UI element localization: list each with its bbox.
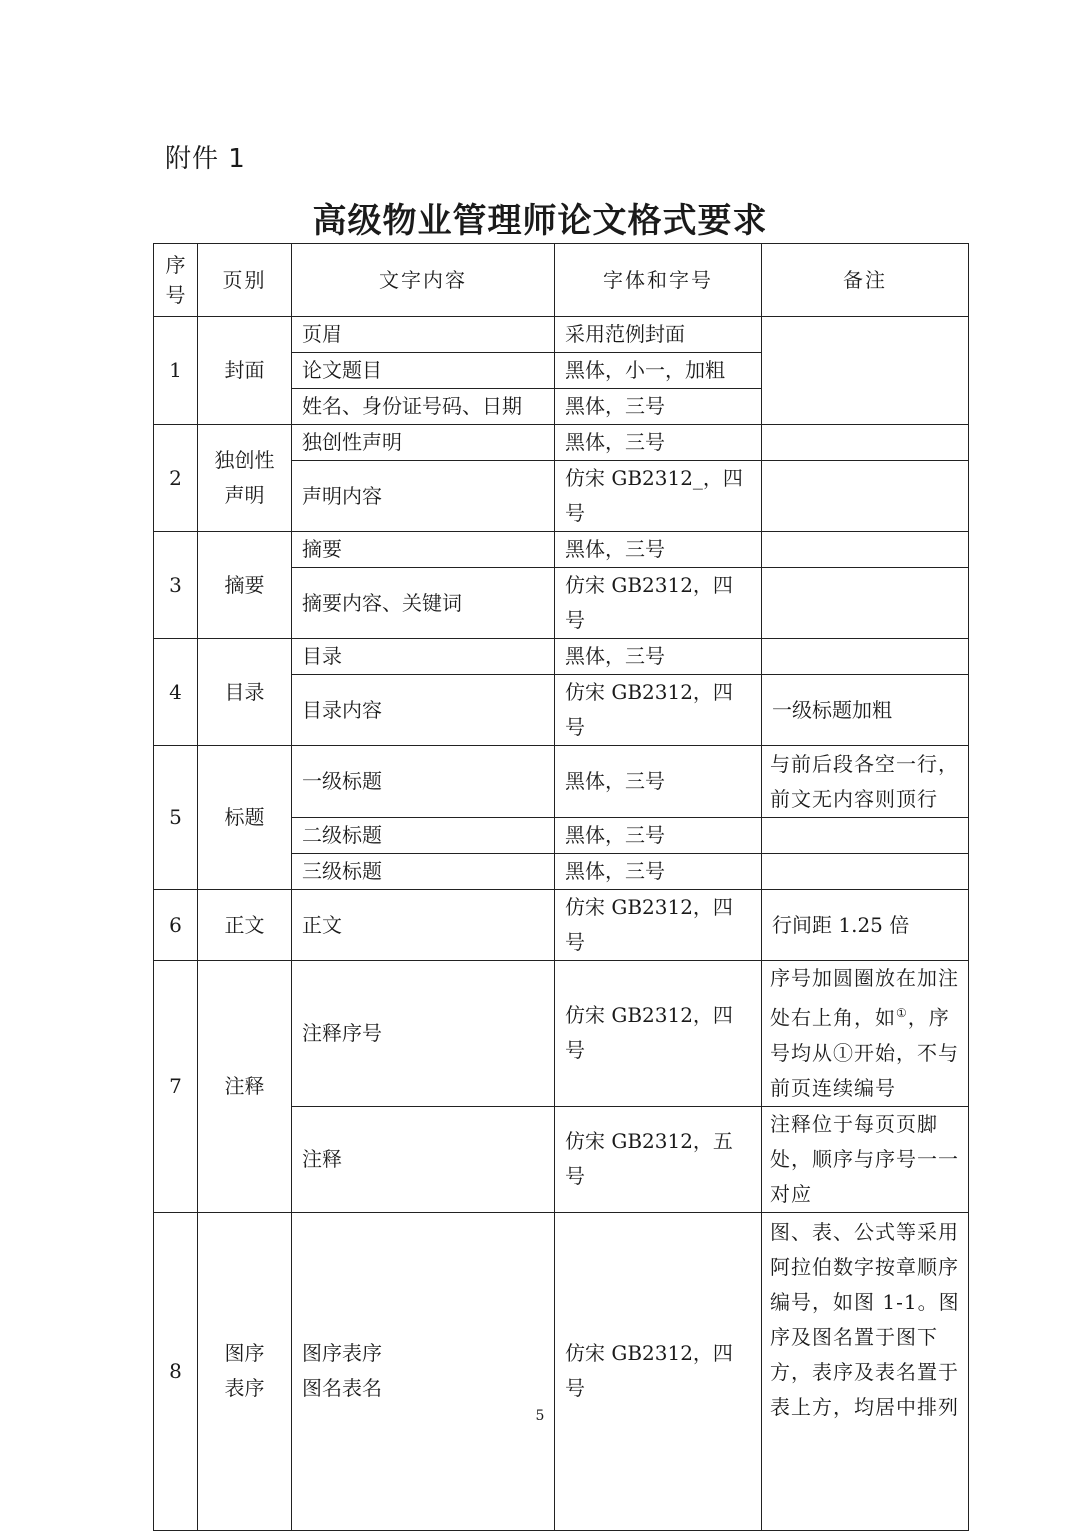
table-row <box>154 425 969 461</box>
notes-cell: 一级标题加粗 <box>762 675 969 746</box>
attachment-label: 附件 1 <box>165 144 246 174</box>
notes-cell <box>762 961 969 1107</box>
row-section: 独创性 声明 <box>198 425 292 532</box>
content-cell: 独创性声明 <box>292 425 555 461</box>
table-row <box>154 532 969 568</box>
table-header-row <box>154 244 969 317</box>
content-cell: 摘要内容、关键词 <box>292 568 555 639</box>
font-cell: 黑体，三号 <box>555 818 762 854</box>
notes-cell <box>762 639 969 675</box>
row-number: 8 <box>154 1212 198 1530</box>
content-cell: 图序表序 图名表名 <box>292 1212 555 1530</box>
table-row <box>154 317 969 353</box>
font-cell: 仿宋 GB2312_，四号 <box>555 461 762 532</box>
row-number: 4 <box>154 639 198 746</box>
row-section: 摘要 <box>198 532 292 639</box>
table-row <box>154 1212 969 1530</box>
notes-text: 序号加圆圈放在加注处右上角，如 <box>770 966 959 1030</box>
header-notes: 备注 <box>762 244 969 317</box>
format-requirements-table <box>153 243 969 1531</box>
font-cell: 仿宋 GB2312，四号 <box>555 1212 762 1530</box>
font-cell: 黑体，三号 <box>555 854 762 890</box>
font-cell: 黑体，小一，加粗 <box>555 353 762 389</box>
content-cell: 目录内容 <box>292 675 555 746</box>
header-number-line2: 号 <box>165 283 186 307</box>
notes-cell <box>762 317 969 425</box>
content-cell: 摘要 <box>292 532 555 568</box>
content-cell: 姓名、身份证号码、日期 <box>292 389 555 425</box>
notes-cell: 与前后段各空一行，前文无内容则顶行 <box>762 746 969 818</box>
header-number <box>154 244 198 317</box>
header-number-line1: 序 <box>165 253 186 277</box>
row-number: 3 <box>154 532 198 639</box>
content-cell: 一级标题 <box>292 746 555 818</box>
font-cell: 仿宋 GB2312，五号 <box>555 1106 762 1212</box>
notes-cell: 注释位于每页页脚处，顺序与序号一一对应 <box>762 1106 969 1212</box>
notes-text: ，序号均从①开始，不与前页连续编号 <box>770 1005 959 1100</box>
table-row <box>154 890 969 961</box>
font-cell: 黑体，三号 <box>555 532 762 568</box>
font-cell: 仿宋 GB2312，四号 <box>555 568 762 639</box>
content-cell: 页眉 <box>292 317 555 353</box>
row-section: 正文 <box>198 890 292 961</box>
table-row <box>154 746 969 818</box>
row-section: 标题 <box>198 746 292 890</box>
font-cell: 黑体，三号 <box>555 639 762 675</box>
notes-cell <box>762 425 969 461</box>
notes-cell <box>762 818 969 854</box>
font-cell: 采用范例封面 <box>555 317 762 353</box>
notes-cell <box>762 854 969 890</box>
font-cell: 仿宋 GB2312，四号 <box>555 961 762 1107</box>
content-cell: 正文 <box>292 890 555 961</box>
row-number: 6 <box>154 890 198 961</box>
notes-cell: 图、表、公式等采用阿拉伯数字按章顺序编号，如图 1-1。图序及图名置于图下方，表序及表名置于表上方，均居中排列 <box>762 1212 969 1530</box>
font-cell: 黑体，三号 <box>555 389 762 425</box>
font-cell: 仿宋 GB2312，四号 <box>555 890 762 961</box>
row-section: 图序 表序 <box>198 1212 292 1530</box>
font-cell: 仿宋 GB2312，四号 <box>555 675 762 746</box>
row-number: 1 <box>154 317 198 425</box>
content-cell: 论文题目 <box>292 353 555 389</box>
document-title: 高级物业管理师论文格式要求 <box>312 201 768 241</box>
content-cell: 注释 <box>292 1106 555 1212</box>
font-cell: 黑体，三号 <box>555 746 762 818</box>
header-content: 文字内容 <box>292 244 555 317</box>
header-font: 字体和字号 <box>555 244 762 317</box>
table-row <box>154 639 969 675</box>
page-number: 5 <box>535 1408 545 1424</box>
notes-cell <box>762 532 969 568</box>
circled-number-superscript: ① <box>896 1006 908 1020</box>
content-cell: 二级标题 <box>292 818 555 854</box>
content-cell: 注释序号 <box>292 961 555 1107</box>
notes-cell <box>762 461 969 532</box>
row-number: 5 <box>154 746 198 890</box>
row-number: 2 <box>154 425 198 532</box>
header-section: 页别 <box>198 244 292 317</box>
content-cell: 目录 <box>292 639 555 675</box>
content-cell: 声明内容 <box>292 461 555 532</box>
content-cell: 三级标题 <box>292 854 555 890</box>
font-cell: 黑体，三号 <box>555 425 762 461</box>
notes-cell <box>762 568 969 639</box>
notes-cell: 行间距 1.25 倍 <box>762 890 969 961</box>
row-section: 封面 <box>198 317 292 425</box>
table-row <box>154 961 969 1107</box>
row-section: 目录 <box>198 639 292 746</box>
row-number: 7 <box>154 961 198 1213</box>
row-section: 注释 <box>198 961 292 1213</box>
